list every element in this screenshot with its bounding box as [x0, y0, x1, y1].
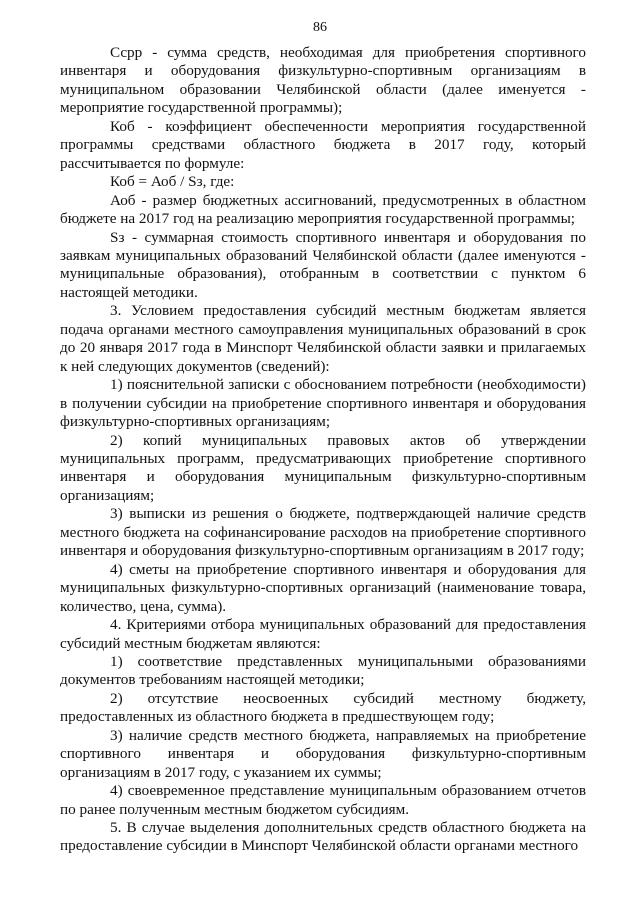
paragraph-ssrr-definition: Ссрр - сумма средств, необходимая для приобретения спортивного инвентаря и оборудования физкультурно-спортивным организациям в муниципальном образовании Челябинской области (далее именуется - мероприятие государственной программы); — [60, 44, 586, 117]
paragraph-section-4: 4. Критериями отбора муниципальных образований для предоставления субсидий местным бюджетам являются: — [60, 616, 586, 652]
paragraph-aob-definition: Аоб - размер бюджетных ассигнований, предусмотренных в областном бюджете на 2017 год на реализацию мероприятия государственной программы; — [60, 191, 586, 228]
paragraph-section-3-item-2: 2) копий муниципальных правовых актов об утверждении муниципальных программ, предусматривающих приобретение спортивного инвентаря и оборудования муниципальным физкультурно-спортивным организациям; — [60, 431, 586, 504]
page-number: 86 — [313, 20, 327, 35]
paragraph-section-3-item-4: 4) сметы на приобретение спортивного инвентаря и оборудования для муниципальных физкультурно-спортивных организаций (наименование товара, количество, цена, сумма). — [60, 560, 586, 615]
paragraph-section-3-item-3: 3) выписки из решения о бюджете, подтверждающей наличие средств местного бюджета на софинансирование расходов на приобретение спортивного инвентаря и оборудования физкультурно-спортивным организациям в 2017 году; — [60, 505, 586, 560]
document-body — [60, 44, 586, 856]
paragraph-kob-definition: Коб - коэффициент обеспеченности мероприятия государственной программы средствами областного бюджета в 2017 году, который рассчитывается по формуле: — [60, 117, 586, 172]
paragraph-section-5: 5. В случае выделения дополнительных средств областного бюджета на предоставление субсидии в Минспорт Челябинской области органами местного — [60, 819, 586, 855]
paragraph-section-3-item-1: 1) пояснительной записки с обоснованием потребности (необходимости) в получении субсидии на приобретение спортивного инвентаря и оборудования физкультурно-спортивных организациям; — [60, 376, 586, 431]
paragraph-section-3: 3. Условием предоставления субсидий местным бюджетам является подача органами местного самоуправления муниципальных образований в срок до 20 января 2017 года в Минспорт Челябинской области заявки и прилагаемых к ней следующих документов (сведений): — [60, 302, 586, 375]
paragraph-sz-definition: Sз - суммарная стоимость спортивного инвентаря и оборудования по заявкам муниципальных образований Челябинской области (далее именуются - муниципальные образования), отобранным в соответствии с пунктом 6 настоящей методики. — [60, 228, 586, 301]
paragraph-section-4-item-2: 2) отсутствие неосвоенных субсидий местному бюджету, предоставленных из областного бюджета в предшествующем году; — [60, 689, 586, 726]
paragraph-section-4-item-4: 4) своевременное представление муниципальным образованием отчетов по ранее полученным местным бюджетом субсидиям. — [60, 782, 586, 818]
paragraph-section-4-item-1: 1) соответствие представленных муниципальными образованиями документов требованиям настоящей методики; — [60, 652, 586, 689]
paragraph-section-4-item-3: 3) наличие средств местного бюджета, направляемых на приобретение спортивного инвентаря и оборудования физкультурно-спортивным организациям в 2017 году, с указанием их суммы; — [60, 726, 586, 781]
paragraph-formula: Коб = Аоб / Sз, где: — [110, 173, 235, 191]
